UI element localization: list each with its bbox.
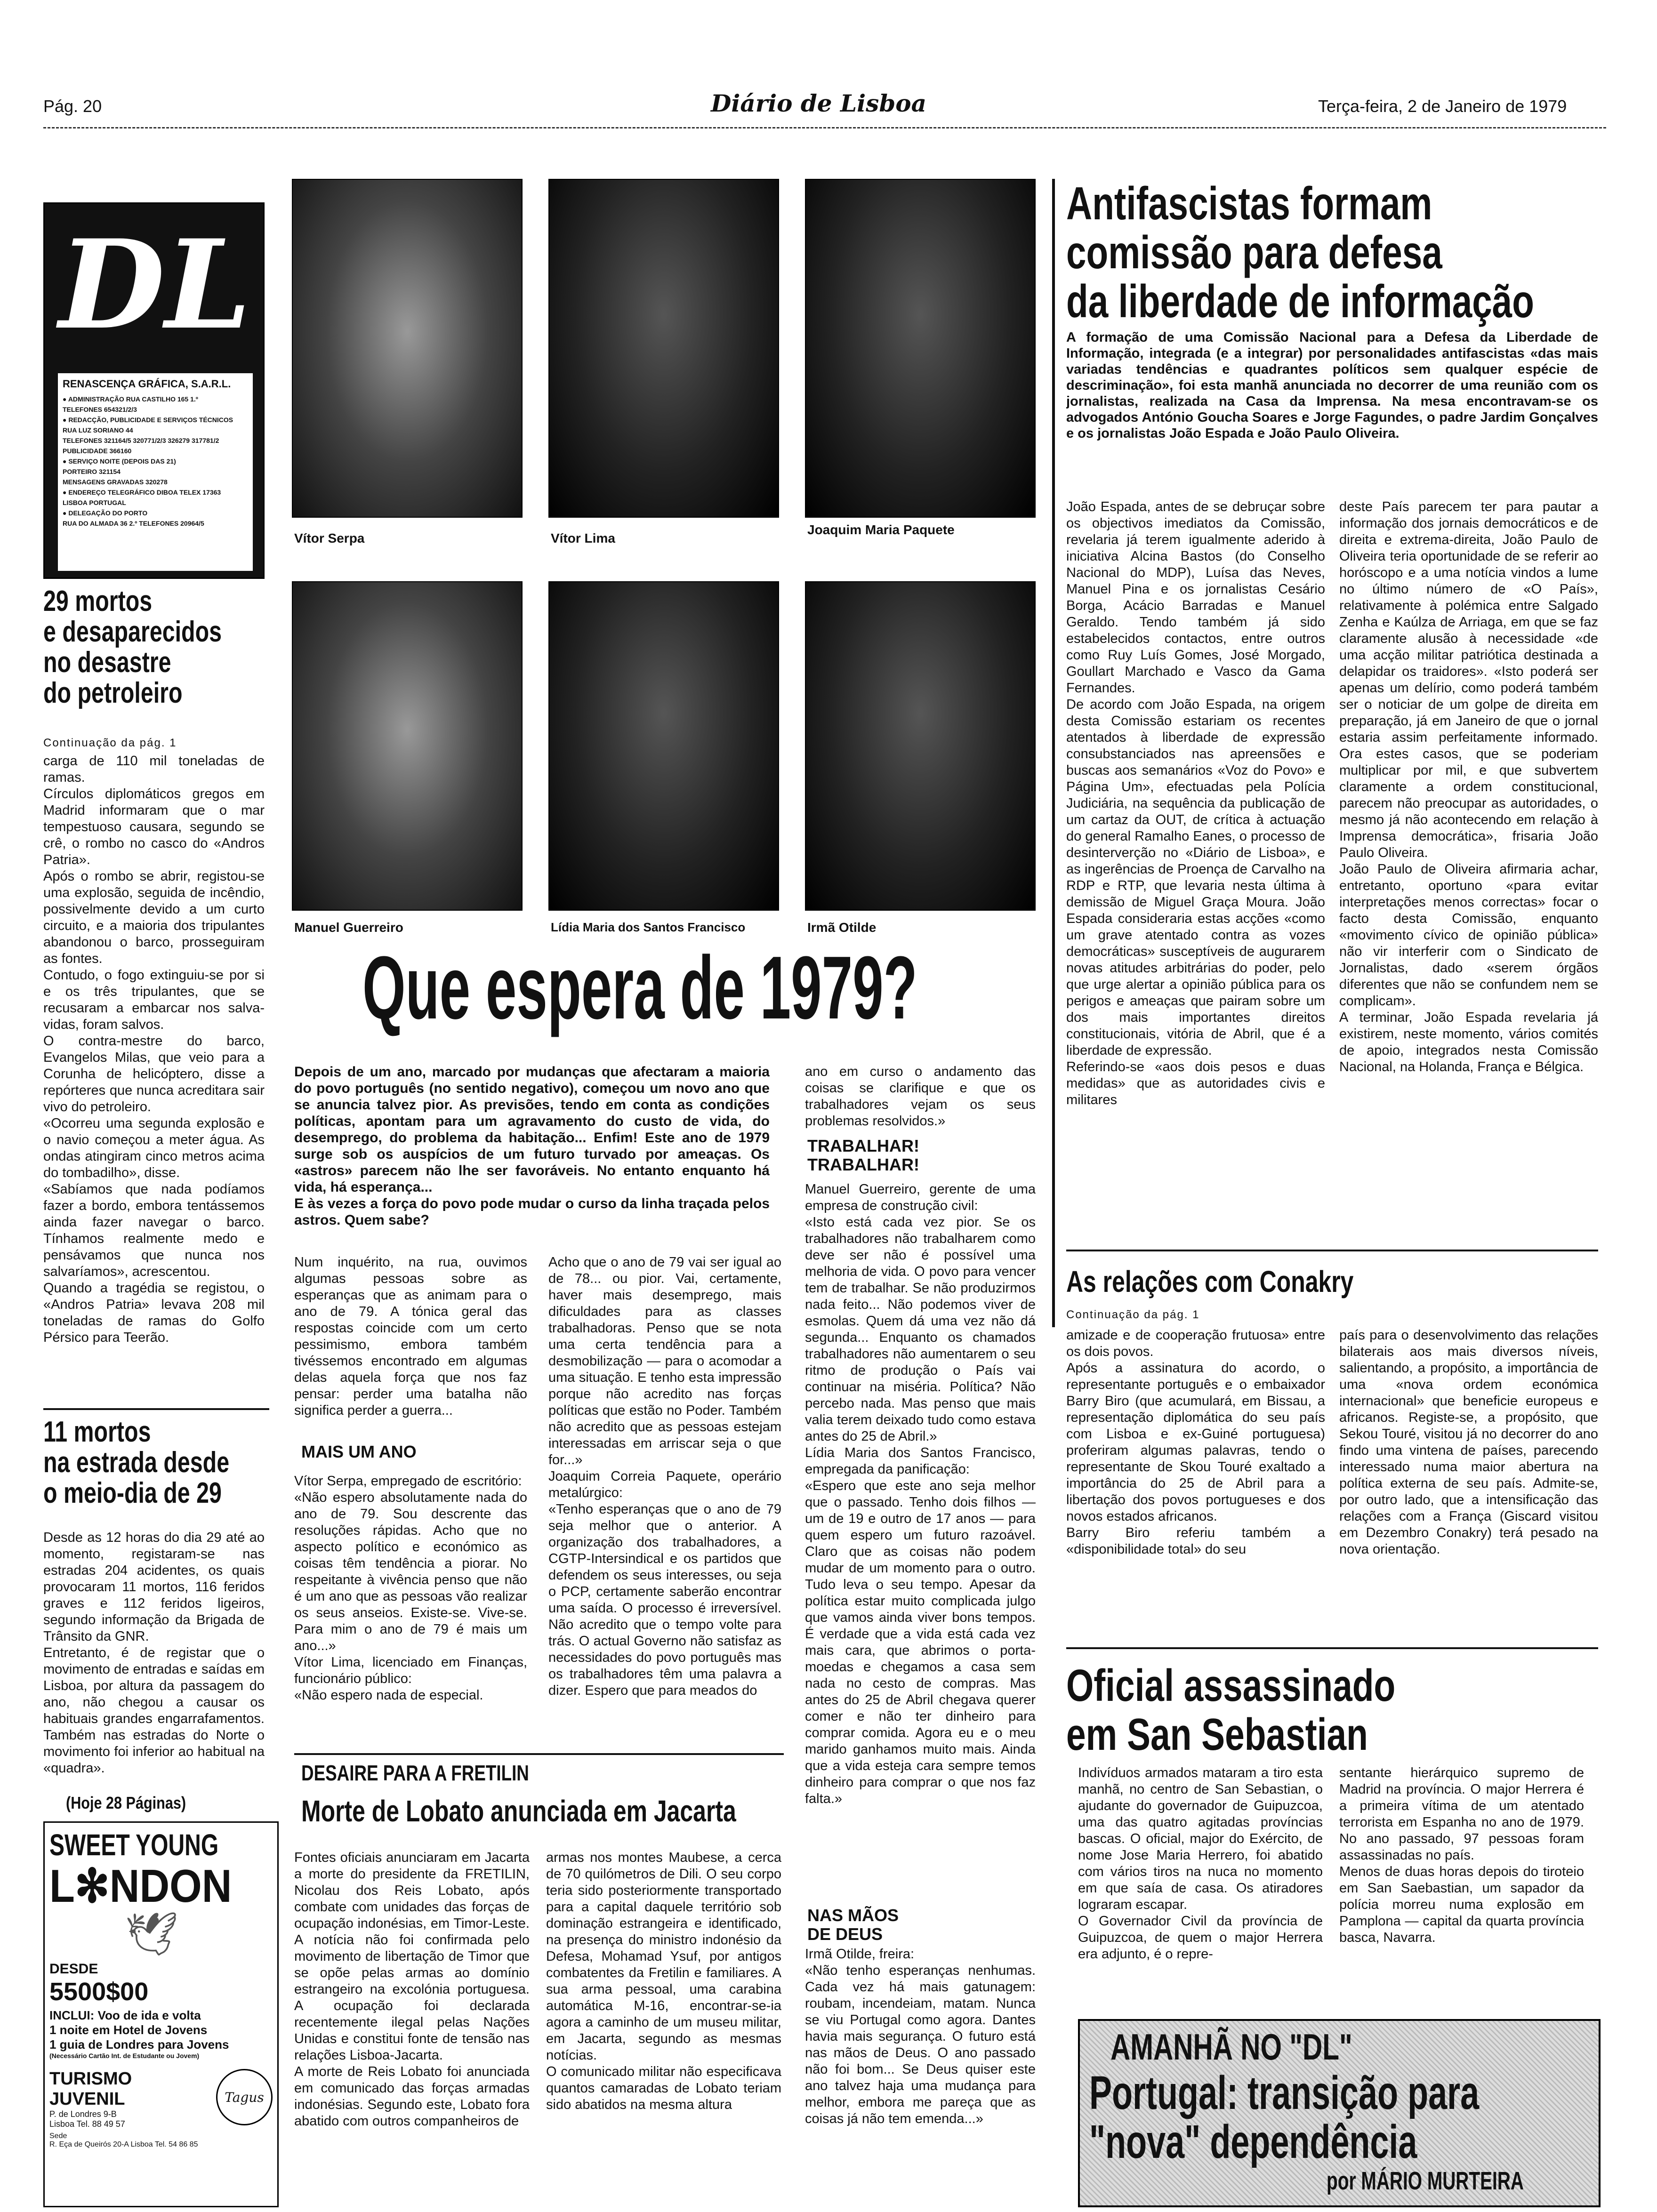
caption-joaquim-paquete: Joaquim Maria Paquete (807, 522, 955, 537)
main-col3a: ano em curso o andamento das coisas se clarifique e que os trabalhadores vejam os seus problemas resolvidos.» (805, 1064, 1036, 1129)
tanker-body: carga de 110 mil toneladas de ramas. Círculos diplomáticos gregos em Madrid informaram que o mar tempestuoso causara, segundo se crê, o rombo no casco do «Andros Patria». Após o rombo se abrir, registou-se uma explosão, seguida de incêndio, possivelmente devido a um curto circuito, e a maioria dos tripulantes abandonou o barco, prosseguiram as fontes. Contudo, o fogo extinguiu-se por si e os três tripulantes, que se recusaram a embarcar nos salva-vidas, foram salvos. O contra-mestre do barco, Evangelos Milas, que veio para a Corunha de helicóptero, disse a repórteres que nunca acreditara sair vivo do petroleiro. «Ocorreu uma segunda explosão e o navio começou a meter água. As ondas atingiram cinco metros acima do tombadilho», disse. «Sabíamos que nada podíamos fazer a bordo, embora tentássemos ainda fazer navegar o barco. Tínhamos realmente medo e pensávamos que nunca nos salvaríamos», acrescentou. Quando a tragédia se registou, o «Andros Patria» levava 208 mil toneladas de ramas do Golfo Pérsico para Teerão. (43, 753, 265, 1345)
rule (294, 1753, 784, 1755)
antifascist-col2: deste País parecem ter para pautar a informação dos jornais democráticos e de direita e extrema-direita, João Paulo de Oliveira teria oportunidade de se referir ao horóscopo e a uma notícia vindos a lume no último número de «O País», relativamente à polémica entre Salgado Zenha e Kaúlza de Arriaga, em que se faz claramente alusão à necessidade «de uma acção militar patriótica destinada a delapidar os traidores». «Isto poderá ser apenas um delírio, como poderá também ser o noticiar de um golpe de direita em preparação, já em Janeiro de que o jornal estaria assim perfeitamente informado. Ora estes casos, que se poderiam multiplicar por mil, e que subvertem claramente a ordem constitucional, parecem não preocupar as autoridades, o mesmo já não acontecendo em relação à Imprensa democrática», frisaria João Paulo Oliveira. João Paulo de Oliveira afirmaria achar, entretanto, oportuno «para evitar interpretações menos correctas» focar o facto desta Comissão, enquanto «movimento cívico de opinião pública» não vir interferir com o Sindicato de Jornalistas, dado «serem órgãos diferentes que não se confundem nem se complicam». A terminar, João Espada revelaria já existirem, neste momento, vários comités de apoio, integrados nesta Comissão Nacional, na Holanda, França e Bélgica. (1339, 499, 1598, 1074)
antifascist-col1: João Espada, antes de se debruçar sobre os objectivos imediatos da Comissão, revelaria já terem igualmente aderido à iniciativa Alcina Bastos (do Conselho Nacional do MDP), Luísa das Neves, Manuel Pina e os jornalistas Cesário Borga, Acácio Barradas e Manuel Geraldo. Tendo também já sido estabelecidos contactos, entre outros como Ruy Luís Gomes, José Morgado, Goullart Marchado e Vasco da Gama Fernandes. De acordo com João Espada, na origem desta Comissão estariam os recentes atentados à liberdade de expressão consubstanciados nas apreensões e buscas aos semanários «Voz do Povo» e Página Um», efectuadas pela Polícia Judiciária, na sequência da publicação de um cartaz da OUT, de crítica à actuação do general Ramalho Eanes, o processo de desinterverção no «Diário de Lisboa», e as ingerências de Proença de Carvalho na RDP e RTP, que levaria nesta última à demissão de Miguel Graça Moura. João Espada consideraria estas acções «como um grave atentado contra as vozes democráticas» susceptíveis de augurarem novas atitudes arbitrárias do poder, pelo que urge alertar a opinião pública para os perigos e ameaças que pairam sobre um dos mais importantes direitos constitucionais, vitória de Abril, que é a liberdade de expressão. Referindo-se «aos dois pesos e duas medidas» que as autoridades civis e militares (1066, 499, 1325, 1107)
photo-vitor-serpa (292, 179, 523, 518)
masthead-rule (43, 127, 1606, 128)
photo-joaquim-paquete (805, 179, 1036, 518)
contact-lines: ● ADMINISTRAÇÃO RUA CASTILHO 165 1.º TELEFONES 654321/2/3 ● REDACÇÃO, PUBLICIDADE E SERVIÇOS TÉCNICOS RUA LUZ SORIANO 44 TELEFONES 321164/5 320771/2/3 326279 317781/2 PUBLICIDADE 366160 ● SERVIÇO NOITE (DEPOIS DAS 21) PORTEIRO 321154 MENSAGENS GRAVADAS 320278 ● ENDEREÇO TELEGRÁFICO DIBOA TELEX 17363 LISBOA PORTUGAL ● DELEGAÇÃO DO PORTO RUA DO ALMADA 36 2.º TELEFONES 20964/5 (63, 395, 233, 527)
main-col1b: Vítor Serpa, empregado de escritório: «Não espero absolutamente nada do ano de 79. Sou descrente das resoluções rápidas. Acho que no aspecto político e económico as coisas têm tendência a piorar. No respeitante à vivência penso que não é um ano que as pessoas vão realizar os seus anseios. Existe-se. Vive-se. Para mim o ano de 79 é mais um ano...» Vítor Lima, licenciado em Finanças, funcionário público: «Não espero nada de especial. (294, 1474, 527, 1703)
masthead-date: Terça-feira, 2 de Janeiro de 1979 (1318, 96, 1567, 116)
sebastian-col2: sentante hierárquico supremo de Madrid na província. O major Herrera é a primeira vítima de um atentado terrorista em Espanha no ano de 1979. No ano passado, 97 pessoas foram assassinadas no país. Menos de duas horas depois do tiroteio em San Saebastian, um sapador da polícia morreu numa explosão em Pamplona — capital da quarta província basca, Navarra. (1339, 1765, 1584, 1945)
ad-include-3: 1 guia de Londres para Jovens (49, 2037, 229, 2052)
promo-line-2: Portugal: transição para (1089, 2067, 1480, 2119)
ad-sede: Sede R. Eça de Queirós 20-A Lisboa Tel. 54 86 85 (49, 2132, 198, 2148)
caption-manuel-guerreiro: Manuel Guerreiro (294, 920, 403, 935)
promo-line-3: "nova" dependência (1089, 2116, 1417, 2168)
main-col1: Num inquérito, na rua, ouvimos algumas pessoas sobre as esperanças que as animam para o ano de 79. A tónica geral das respostas coincide com um certo pessimismo, embora também tivéssemos encontrado em algumas delas aquela força que nos faz pensar: perder uma batalha não significa perder a guerra... (294, 1255, 527, 1418)
ad-brand-logo (216, 2069, 273, 2125)
pages-note: (Hoje 28 Páginas) (66, 1793, 186, 1812)
subhead-trabalhar: TRABALHAR! TRABALHAR! (807, 1136, 919, 1174)
promo-line-1: AMANHÃ NO "DL" (1110, 2026, 1352, 2068)
ad-title-1: SWEET YOUNG (49, 1828, 219, 1862)
main-headline: Que espera de 1979? (362, 938, 917, 1038)
dl-logo: DL (59, 213, 251, 357)
promo-byline: por MÁRIO MURTEIRA (1327, 2167, 1524, 2195)
ad-agency-1: TURISMO (49, 2069, 132, 2089)
rule (43, 1408, 269, 1410)
sebastian-headline: Oficial assassinado em San Sebastian (1066, 1660, 1396, 1760)
road-body: Desde as 12 horas do dia 29 até ao momento, registaram-se nas estradas 204 acidentes, os quais provocaram 11 mortos, 116 feridos graves e 112 feridos ligeiros, segundo informação da Brigada de Trânsito da GNR. Entretanto, é de registar que o movimento de entradas e saídas em Lisboa, por altura da passagem do ano, não chegou a causar os habituais grandes engarrafamentos. Também nas estradas do Norte o movimento foi inferior ao habitual na «quadra». (43, 1530, 265, 1776)
main-col2: Acho que o ano de 79 vai ser igual ao de 78... ou pior. Vai, certamente, haver mais desemprego, mais dificuldades para as classes trabalhadoras. Penso que se nota uma certa tendência para a desmobilização — para o acomodar a uma situação. E tenho esta impressão porque não acredito nas forças políticas que estão no Poder. Também não acredito que as pessoas estejam interessadas em arriscar seja o que for...» Joaquim Correia Paquete, operário metalúrgico: «Tenho esperanças que o ano de 79 seja melhor que o anterior. A organização dos trabalhadores, a CGTP-Intersindical e os partidos que defendem os seus interesses, ou seja o PCP, certamente saberão encontrar uma saída. O processo é irreversível. Não acredito que o tempo volte para trás. O actual Governo não satisfaz as necessidades do povo português mas os trabalhadores têm uma palavra a dizer. Espero que para meados do (548, 1255, 781, 1698)
ad-agency-2: JUVENIL (49, 2089, 125, 2109)
caption-lidia-francisco: Lídia Maria dos Santos Francisco (551, 920, 746, 934)
caption-vitor-serpa: Vítor Serpa (294, 531, 365, 545)
fretilin-kicker: DESAIRE PARA A FRETILIN (301, 1761, 529, 1785)
main-col3c: Irmã Otilde, freira: «Não tenho esperanças nenhumas. Cada vez há mais gatunagem: roubam, incendeiam, matam. Nunca se viu Portugal como agora. Dantes havia mais segurança. O futuro está nas mãos de Deus. O ano passado não foi bom... Se Deus quiser este ano talvez haja uma mudança para melhor, embora me pareça que as coisas já não tem emenda...» (805, 1947, 1036, 2126)
ad-desde: DESDE (49, 1961, 98, 1977)
masthead-title: Diário de Lisboa (711, 89, 927, 117)
ad-include-1: INCLUI: Voo de ida e volta (49, 2008, 201, 2022)
tanker-headline: 29 mortos e desaparecidos no desastre do petroleiro (43, 585, 222, 710)
main-lede: Depois de um ano, marcado por mudanças que afectaram a maioria do povo português (no sentido negativo), começou um novo ano que se anuncia talvez pior. As previsões, tendo em conta as condições políticas, apontam para um agravamento do custo de vida, do desemprego, do problema da habitação... Enfim! Este ano de 1979 surge sob os auspícios de um futuro turvado por ameaças. Os «astros» parecem não lhe ser favoráveis. No entanto enquanto há vida, há esperança... E às vezes a força do povo pode mudar o curso da linha traçada pelos astros. Quem sabe? (294, 1064, 770, 1228)
rule (1066, 1647, 1598, 1649)
ad-brand: Tagus (225, 2089, 264, 2105)
conakry-col2: país para o desenvolvimento das relações bilaterais aos mais diversos níveis, salientando, a propósito, a importância de uma «nova ordem económica internacional» que beneficie europeus e africanos. Registe-se, a propósito, que Sekou Touré, visitou já no decorrer do ano findo uma vintena de países, parecendo interessado numa maior abertura na política externa de seu país. Admite-se, por outro lado, que a intensificação das relações com a França (Giscard visitou em Dezembro Conakry) terá pesado na nova orientação. (1339, 1328, 1598, 1557)
page-number: Pág. 20 (43, 96, 102, 116)
promo-box (1078, 2019, 1601, 2207)
fretilin-headline: Morte de Lobato anunciada em Jacarta (301, 1794, 736, 1828)
ad-address: P. de Londres 9-B Lisboa Tel. 88 49 57 (49, 2109, 125, 2129)
fretilin-col2: armas nos montes Maubese, a cerca de 70 quilómetros de Dili. O seu corpo teria sido posteriormente transportado para a capital daquele território sob dominação estrangeira e identificado, na presença do ministro indonésio da Defesa, Mohamad Ysuf, por antigos combatentes da Fretilin e familiares. A sua arma pessoal, uma carabina automática M-16, encontrar-se-ia agora a caminho de um museu militar, em Jacarta, segundo as mesmas notícias. O comunicado militar não especificava quantos camaradas de Lobato teriam sido abatidos na mesma altura (546, 1850, 781, 2112)
caption-vitor-lima: Vítor Lima (551, 531, 615, 545)
tanker-continuation: Continuação da pág. 1 (43, 737, 177, 749)
photo-vitor-lima (548, 179, 779, 518)
travel-ad (43, 1821, 279, 2207)
road-headline: 11 mortos na estrada desde o meio-dia de 29 (43, 1416, 230, 1510)
ad-note: (Necessário Cartão Int. de Estudante ou Jovem) (49, 2052, 200, 2060)
caption-irma-otilde: Irmã Otilde (807, 920, 877, 935)
conakry-headline: As relações com Conakry (1066, 1265, 1354, 1298)
fretilin-col1: Fontes oficiais anunciaram em Jacarta a morte do presidente da FRETILIN, Nicolau dos Reis Lobato, após combate com unidades das forças de ocupação indonésias, em Timor-Leste. A notícia não foi confirmada pelo movimento de libertação de Timor que se opõe pelas armas ao domínio estrangeiro na excolónia portuguesa. A ocupação foi declarada recentemente ilegal pelas Nações Unidas e constitui fonte de tensão nas relações Lisboa-Jacarta. A morte de Reis Lobato foi anunciada em comunicado das forças armadas indonésias. Segundo este, Lobato fora abatido com outros companheiros de (294, 1850, 530, 2129)
photo-lidia-francisco (548, 581, 779, 911)
photo-irma-otilde (805, 581, 1036, 911)
main-col3b: Manuel Guerreiro, gerente de uma empresa de construção civil: «Isto está cada vez pior. Se os trabalhadores não trabalharem como deve ser não é possível uma melhoria de vida. O povo para vencer tem de trabalhar. Se não produzirmos nada feito... Não podemos viver de esmolas. Quem dá uma vez não dá segunda... Enquanto os chamados trabalhadores não aumentarem o seu ritmo de produção o País vai continuar na miséria. Política? Não percebo nada. Mas penso que mais valia terem deixado tudo como estava antes do 25 de Abril.» Lídia Maria dos Santos Francisco, empregada da panificação: «Espero que este ano seja melhor que o passado. Tenho dois filhos — um de 19 e outro de 17 anos — para quem espero um futuro razoável. Claro que as coisas não podem mudar de um momento para o outro. Tudo leva o seu tempo. Apesar da política estar muito complicada julgo que vamos ainda viver bons tempos. É verdade que a vida está cada vez mais cara, que abrimos o porta-moedas e chegamos a casa sem nada no cesto de compras. Mas antes do 25 de Abril chegava querer comer e não ter dinheiro para comprar comida. Agora eu e o meu marido ganhamos muito mais. Ainda que a vida esteja cara sempre temos dinheiro para comprar o que nos faz falta.» (805, 1182, 1036, 1806)
conakry-col1: amizade e de cooperação frutuosa» entre os dois povos. Após a assinatura do acordo, o representante português e o embaixador Barry Biro (que acumulará, em Bissau, a representação diplomática do seu país com Lisboa e ex-Guiné portuguesa) proferiram algumas palavras, tendo o representante de Skou Touré exaltado a importância do 25 de Abril para a libertação dos povos portugueses e dos novos estados africanos. Barry Biro referiu também a «disponibilidade total» do seu (1066, 1328, 1325, 1557)
ad-include-2: 1 noite em Hotel de Jovens (49, 2023, 208, 2037)
rule (1066, 1250, 1598, 1251)
ad-price: 5500$00 (49, 1978, 149, 2006)
rule (1052, 179, 1055, 1327)
photo-manuel-guerreiro (292, 581, 523, 911)
antifascist-lede: A formação de uma Comissão Nacional para a Defesa da Liberdade de Informação, integrada (e a integrar) por personalidades antifascistas «das mais variadas tendências e quadrantes políticos sem qualquer espécie de descriminação», foi esta manhã anunciada no decorrer de uma reunião com os jornalistas, realizada na Casa da Imprensa. Na mesa encontravam-se os advogados António Goucha Soares e Jorge Fagundes, o padre Jardim Gonçalves e os jornalistas João Espada e João Paulo Oliveira. (1066, 330, 1598, 441)
antifascist-headline: Antifascistas formam comissão para defesa da liberdade de informação (1066, 177, 1534, 327)
publisher-name: RENASCENÇA GRÁFICA, S.A.R.L. (63, 378, 231, 390)
conakry-continuation: Continuação da pág. 1 (1066, 1308, 1200, 1321)
subhead-mais-um-ano: MAIS UM ANO (301, 1442, 417, 1461)
ad-title-2: L✻NDON (49, 1860, 232, 1912)
sebastian-col1: Indivíduos armados mataram a tiro esta manhã, no centro de San Sebastian, o ajudante do governador de Guipuzcoa, uma das quatro agitadas províncias bascas. O oficial, major do Exército, de nome Jose Maria Herrero, foi abatido com vários tiros na nuca no momento em que saía de casa. Os atiradores lograram escapar. O Governador Civil da província de Guipuzcoa, de quem o major Herrera era adjunto, é o repre- (1078, 1765, 1323, 1962)
logo-box (43, 202, 265, 579)
ad-bird-icon: 🕊 (125, 1911, 179, 1958)
subhead-nas-maos-de-deus: NAS MÃOS DE DEUS (807, 1906, 899, 1944)
